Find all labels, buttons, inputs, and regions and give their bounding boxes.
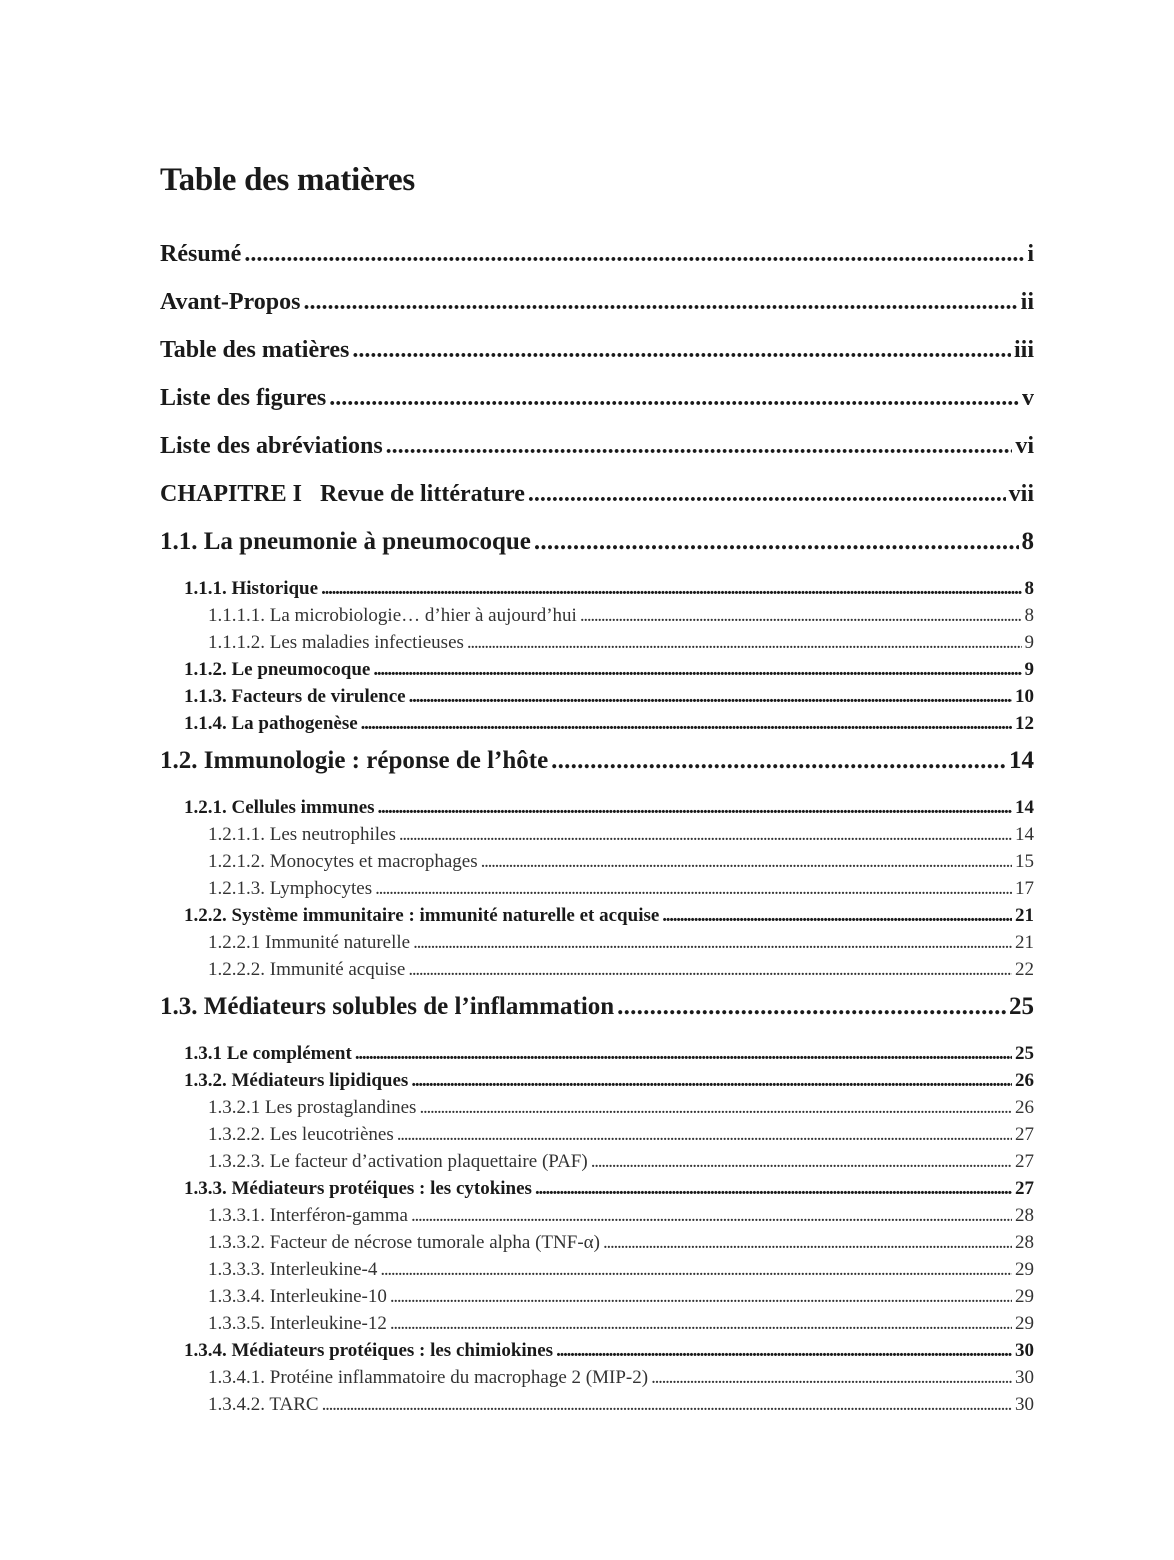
toc-entry-label: 1.3.3.4. Interleukine-10 — [208, 1286, 387, 1307]
toc-entry[interactable] — [160, 1121, 1034, 1148]
toc-entry-label: 1.3. Médiateurs solubles de l’inflammation — [160, 993, 615, 1020]
toc-entry-page-number: vii — [1008, 481, 1034, 507]
dot-leader — [321, 575, 1021, 602]
toc-entry-label: Avant-Propos — [160, 289, 301, 315]
toc-entry-label: 1.2. Immunologie : réponse de l’hôte — [160, 747, 549, 774]
toc-entry-page-number: 25 — [1009, 993, 1034, 1020]
toc-entry-page-number: 29 — [1015, 1313, 1034, 1334]
toc-entry-label: Résumé — [160, 241, 242, 267]
toc-entry[interactable] — [160, 1094, 1034, 1121]
toc-entry[interactable] — [160, 821, 1034, 848]
toc-entry-label: 1.3.4. Médiateurs protéiques : les chimiokines — [184, 1340, 554, 1361]
toc-entry-page-number: 27 — [1015, 1124, 1034, 1145]
toc-entry[interactable] — [160, 1175, 1034, 1202]
toc-entry-page-number: 30 — [1015, 1394, 1034, 1415]
toc-entry-page-number: 22 — [1015, 959, 1034, 980]
toc-entry[interactable] — [160, 1310, 1034, 1337]
dot-leader — [528, 470, 1006, 518]
toc-entry-page-number: 27 — [1015, 1178, 1034, 1199]
dot-leader — [408, 956, 1012, 983]
dot-leader — [651, 1364, 1012, 1391]
dot-leader — [322, 1391, 1012, 1418]
toc-entry[interactable] — [160, 374, 1034, 422]
toc-entry-page-number: 29 — [1015, 1286, 1034, 1307]
toc-entry-page-number: 30 — [1015, 1367, 1034, 1388]
toc-entry[interactable] — [160, 1256, 1034, 1283]
toc-entry-label: 1.1.1.1. La microbiologie… d’hier à aujourd’hui — [208, 605, 577, 626]
document-page — [160, 158, 1034, 1418]
dot-leader — [378, 794, 1012, 821]
toc-entry[interactable] — [160, 1148, 1034, 1175]
toc-entry[interactable] — [160, 422, 1034, 470]
dot-leader — [419, 1094, 1012, 1121]
toc-entry-label: 1.3.3.1. Interféron-gamma — [208, 1205, 408, 1226]
toc-entry[interactable] — [160, 1391, 1034, 1418]
toc-entry-label: 1.3.1 Le complément — [184, 1043, 352, 1064]
toc-entry-label: 1.3.2.2. Les leucotriènes — [208, 1124, 394, 1145]
toc-entry[interactable] — [160, 1337, 1034, 1364]
toc-entry-page-number: 17 — [1015, 878, 1034, 899]
dot-leader — [373, 656, 1021, 683]
toc-entry[interactable] — [160, 1040, 1034, 1067]
toc-entry-page-number: 14 — [1015, 824, 1034, 845]
page-title: Table des matières — [160, 162, 415, 198]
toc-entry[interactable] — [160, 278, 1034, 326]
toc-entry-page-number: 28 — [1015, 1205, 1034, 1226]
dot-leader — [467, 629, 1022, 656]
dot-leader — [380, 1256, 1012, 1283]
dot-leader — [375, 875, 1012, 902]
toc-entry-page-number: 25 — [1015, 1043, 1034, 1064]
toc-entry-label: 1.2.1.1. Les neutrophiles — [208, 824, 396, 845]
toc-entry-label: 1.3.3.2. Facteur de nécrose tumorale alpha (TNF-α) — [208, 1232, 600, 1253]
toc-entry-page-number: 21 — [1015, 932, 1034, 953]
toc-entry-label: 1.1.1.2. Les maladies infectieuses — [208, 632, 464, 653]
toc-entry-label: 1.3.2.1 Les prostaglandines — [208, 1097, 417, 1118]
toc-entry-label: 1.2.1. Cellules immunes — [184, 797, 375, 818]
toc-entry-page-number: 10 — [1015, 686, 1034, 707]
toc-entry-page-number: vi — [1015, 433, 1034, 459]
toc-entry-page-number: 14 — [1009, 747, 1034, 774]
toc-entry-page-number: 26 — [1015, 1070, 1034, 1091]
toc-entry-label: CHAPITRE I Revue de littérature — [160, 481, 525, 507]
dot-leader — [397, 1121, 1012, 1148]
dot-leader — [390, 1310, 1012, 1337]
toc-entry-label: 1.1. La pneumonie à pneumocoque — [160, 528, 531, 555]
dot-leader — [662, 902, 1012, 929]
dot-leader — [361, 710, 1012, 737]
dot-leader — [534, 518, 1019, 566]
toc-entry[interactable] — [160, 602, 1034, 629]
toc-entry-label: 1.3.3.3. Interleukine-4 — [208, 1259, 378, 1280]
dot-leader — [556, 1337, 1012, 1364]
toc-entry-label: 1.1.4. La pathogenèse — [184, 713, 358, 734]
dot-leader — [329, 374, 1019, 422]
toc-entry-page-number: i — [1027, 241, 1034, 267]
dot-leader — [603, 1229, 1012, 1256]
toc-entry[interactable] — [160, 737, 1034, 785]
dot-leader — [244, 230, 1024, 278]
dot-leader — [390, 1283, 1012, 1310]
toc-entry-page-number: 8 — [1024, 578, 1034, 599]
toc-entry-page-number: 12 — [1015, 713, 1034, 734]
toc-entry[interactable] — [160, 1202, 1034, 1229]
dot-leader — [617, 983, 1006, 1031]
toc-entry-label: 1.1.1. Historique — [184, 578, 319, 599]
dot-leader — [411, 1202, 1012, 1229]
toc-entry[interactable] — [160, 575, 1034, 602]
dot-leader — [355, 1040, 1012, 1067]
toc-entry[interactable] — [160, 983, 1034, 1031]
toc-entry-page-number: 8 — [1024, 605, 1034, 626]
toc-entry[interactable] — [160, 1283, 1034, 1310]
toc-entry-page-number: 9 — [1024, 632, 1034, 653]
toc-entry[interactable] — [160, 956, 1034, 983]
toc-entry-label: 1.2.1.3. Lymphocytes — [208, 878, 373, 899]
toc-entry[interactable] — [160, 794, 1034, 821]
toc-entry-label: 1.3.3.5. Interleukine-12 — [208, 1313, 387, 1334]
toc-entry-page-number: 15 — [1015, 851, 1034, 872]
toc-entry-label: 1.3.2.3. Le facteur d’activation plaquettaire (PAF) — [208, 1151, 588, 1172]
toc-entry-page-number: iii — [1013, 337, 1034, 363]
dot-leader — [591, 1148, 1012, 1175]
toc-entry-label: 1.2.2.1 Immunité naturelle — [208, 932, 411, 953]
dot-leader — [481, 848, 1012, 875]
dot-leader — [303, 278, 1017, 326]
toc-entry[interactable] — [160, 710, 1034, 737]
toc-entry-page-number: 14 — [1015, 797, 1034, 818]
toc-entry[interactable] — [160, 902, 1034, 929]
toc-entry-label: 1.3.4.1. Protéine inflammatoire du macrophage 2 (MIP-2) — [208, 1367, 649, 1388]
dot-leader — [535, 1175, 1012, 1202]
toc-entry[interactable] — [160, 656, 1034, 683]
toc-entry[interactable] — [160, 929, 1034, 956]
toc-entry[interactable] — [160, 629, 1034, 656]
toc-entry-label: Liste des abréviations — [160, 433, 383, 459]
dot-leader — [352, 326, 1011, 374]
toc-entry-label: 1.2.1.2. Monocytes et macrophages — [208, 851, 478, 872]
toc-entry[interactable] — [160, 683, 1034, 710]
toc-entry-page-number: 21 — [1015, 905, 1034, 926]
toc-entry-page-number: 28 — [1015, 1232, 1034, 1253]
toc-entry-label: 1.2.2. Système immunitaire : immunité naturelle et acquise — [184, 905, 660, 926]
toc-entry[interactable] — [160, 326, 1034, 374]
toc-entry-page-number: 26 — [1015, 1097, 1034, 1118]
toc-entry[interactable] — [160, 1364, 1034, 1391]
toc-entry-label: 1.2.2.2. Immunité acquise — [208, 959, 406, 980]
dot-leader — [409, 683, 1012, 710]
dot-leader — [386, 422, 1013, 470]
toc-entry-label: Liste des figures — [160, 385, 327, 411]
toc-entry-label: 1.3.3. Médiateurs protéiques : les cytokines — [184, 1178, 532, 1199]
toc-entry[interactable] — [160, 1067, 1034, 1094]
toc-entry-page-number: 27 — [1015, 1151, 1034, 1172]
toc-entry-label: Table des matières — [160, 337, 350, 363]
dot-leader — [399, 821, 1012, 848]
toc-entry[interactable] — [160, 1229, 1034, 1256]
toc-entry-label: 1.3.2. Médiateurs lipidiques — [184, 1070, 409, 1091]
toc-entry[interactable] — [160, 875, 1034, 902]
toc-entry-page-number: ii — [1020, 289, 1034, 315]
toc-entry[interactable] — [160, 518, 1034, 566]
toc-entry-page-number: 30 — [1015, 1340, 1034, 1361]
toc-entry-page-number: 8 — [1021, 528, 1034, 555]
dot-leader — [411, 1067, 1012, 1094]
toc-entry-label: 1.3.4.2. TARC — [208, 1394, 319, 1415]
dot-leader — [413, 929, 1012, 956]
toc-entry-label: 1.1.3. Facteurs de virulence — [184, 686, 406, 707]
dot-leader — [551, 737, 1006, 785]
toc-entry[interactable] — [160, 848, 1034, 875]
toc-entry-page-number: v — [1022, 385, 1034, 411]
dot-leader — [580, 602, 1022, 629]
table-of-contents — [160, 230, 1034, 1418]
toc-entry[interactable] — [160, 230, 1034, 278]
toc-entry-label: 1.1.2. Le pneumocoque — [184, 659, 371, 680]
toc-entry-page-number: 29 — [1015, 1259, 1034, 1280]
toc-entry[interactable] — [160, 470, 1034, 518]
toc-entry-page-number: 9 — [1024, 659, 1034, 680]
